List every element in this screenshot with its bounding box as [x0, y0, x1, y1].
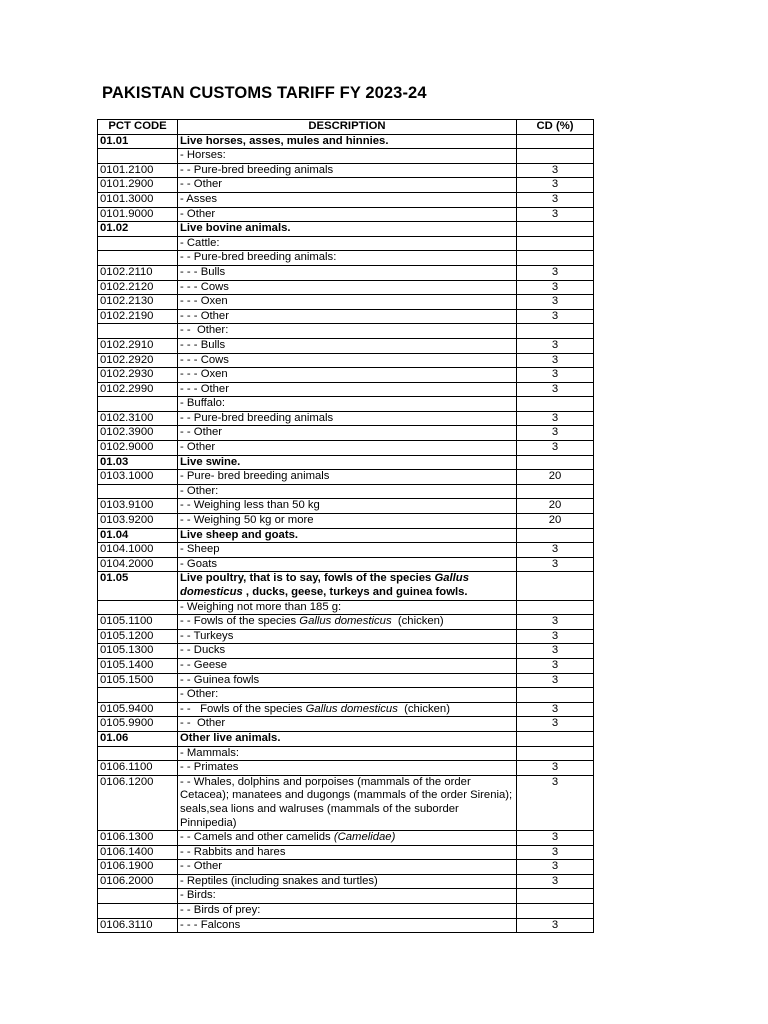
- cell-cd-percent: 3: [517, 775, 594, 830]
- cell-pct-code: 0102.2930: [98, 368, 178, 383]
- table-row: [98, 874, 594, 889]
- cell-cd-percent: 3: [517, 702, 594, 717]
- cell-description: - - Guinea fowls: [178, 673, 517, 688]
- cell-pct-code: 0102.2910: [98, 338, 178, 353]
- cell-cd-percent: 3: [517, 658, 594, 673]
- cell-description: - Sheep: [178, 543, 517, 558]
- cell-cd-percent: [517, 600, 594, 615]
- cell-cd-percent: [517, 134, 594, 149]
- cell-description: - - Other: [178, 860, 517, 875]
- table-row: [98, 163, 594, 178]
- cell-pct-code: 0106.1100: [98, 761, 178, 776]
- table-row: [98, 382, 594, 397]
- cell-pct-code: 0105.9900: [98, 717, 178, 732]
- cell-description: Live bovine animals.: [178, 222, 517, 237]
- cell-pct-code: 0101.2100: [98, 163, 178, 178]
- table-row: [98, 761, 594, 776]
- cell-description: - Other:: [178, 688, 517, 703]
- cell-description: - - Turkeys: [178, 629, 517, 644]
- cell-description: - - Birds of prey:: [178, 904, 517, 919]
- cell-pct-code: 0102.2110: [98, 265, 178, 280]
- table-row: [98, 295, 594, 310]
- cell-description: - - Fowls of the species Gallus domesticus (chicken): [178, 615, 517, 630]
- table-row: [98, 615, 594, 630]
- italic-term: (Camelidae): [333, 831, 396, 844]
- cell-description: - - Weighing 50 kg or more: [178, 514, 517, 529]
- cell-cd-percent: 3: [517, 644, 594, 659]
- cell-cd-percent: [517, 324, 594, 339]
- cell-pct-code: 01.05: [98, 572, 178, 600]
- cell-pct-code: 0106.3110: [98, 918, 178, 933]
- table-heading-row: [98, 222, 594, 237]
- cell-pct-code: 0101.2900: [98, 178, 178, 193]
- table-heading-row: [98, 134, 594, 149]
- table-row: [98, 629, 594, 644]
- cell-description: - Mammals:: [178, 746, 517, 761]
- cell-cd-percent: [517, 236, 594, 251]
- table-body: [98, 134, 594, 933]
- cell-pct-code: [98, 397, 178, 412]
- cell-description: - - Other: [178, 178, 517, 193]
- cell-cd-percent: 3: [517, 338, 594, 353]
- table-row: [98, 600, 594, 615]
- cell-description: - Other: [178, 441, 517, 456]
- header-description: DESCRIPTION: [178, 120, 517, 135]
- table-row: [98, 499, 594, 514]
- cell-description: Other live animals.: [178, 731, 517, 746]
- table-row: [98, 236, 594, 251]
- cell-cd-percent: 3: [517, 918, 594, 933]
- table-heading-row: [98, 455, 594, 470]
- cell-pct-code: 0105.1100: [98, 615, 178, 630]
- cell-description: - Buffalo:: [178, 397, 517, 412]
- cell-cd-percent: 3: [517, 163, 594, 178]
- cell-cd-percent: 3: [517, 280, 594, 295]
- header-pct-code: PCT CODE: [98, 120, 178, 135]
- table-row: [98, 831, 594, 846]
- cell-description: - - Pure-bred breeding animals: [178, 411, 517, 426]
- table-row: [98, 543, 594, 558]
- cell-description: - Other:: [178, 484, 517, 499]
- cell-cd-percent: [517, 731, 594, 746]
- table-row: [98, 688, 594, 703]
- cell-description: Live swine.: [178, 455, 517, 470]
- cell-description: - - - Bulls: [178, 338, 517, 353]
- cell-pct-code: 0102.2130: [98, 295, 178, 310]
- table-row: [98, 702, 594, 717]
- cell-description: - - - Falcons: [178, 918, 517, 933]
- cell-pct-code: 0102.2120: [98, 280, 178, 295]
- cell-pct-code: 0104.2000: [98, 557, 178, 572]
- table-row: [98, 397, 594, 412]
- cell-cd-percent: [517, 572, 594, 600]
- cell-description: - - Other:: [178, 324, 517, 339]
- cell-description: - Asses: [178, 192, 517, 207]
- table-row: [98, 251, 594, 266]
- cell-description: Live sheep and goats.: [178, 528, 517, 543]
- cell-cd-percent: [517, 222, 594, 237]
- cell-description: - Cattle:: [178, 236, 517, 251]
- cell-description: - - - Cows: [178, 353, 517, 368]
- cell-pct-code: 0106.1200: [98, 775, 178, 830]
- cell-cd-percent: 3: [517, 368, 594, 383]
- cell-description: - - - Oxen: [178, 295, 517, 310]
- table-row: [98, 426, 594, 441]
- cell-pct-code: 0106.2000: [98, 874, 178, 889]
- cell-cd-percent: [517, 251, 594, 266]
- cell-description: - - Pure-bred breeding animals:: [178, 251, 517, 266]
- table-row: [98, 441, 594, 456]
- cell-description: - - Other: [178, 717, 517, 732]
- cell-cd-percent: 3: [517, 629, 594, 644]
- cell-pct-code: 0102.2190: [98, 309, 178, 324]
- cell-description: - Birds:: [178, 889, 517, 904]
- table-row: [98, 192, 594, 207]
- cell-pct-code: [98, 324, 178, 339]
- table-heading-row: [98, 528, 594, 543]
- table-row: [98, 904, 594, 919]
- cell-description: - Reptiles (including snakes and turtles): [178, 874, 517, 889]
- cell-pct-code: 0105.1400: [98, 658, 178, 673]
- cell-cd-percent: 20: [517, 499, 594, 514]
- table-row: [98, 775, 594, 830]
- cell-description: - - Camels and other camelids (Camelidae): [178, 831, 517, 846]
- cell-cd-percent: 3: [517, 441, 594, 456]
- cell-pct-code: 01.01: [98, 134, 178, 149]
- cell-cd-percent: 3: [517, 860, 594, 875]
- cell-cd-percent: [517, 149, 594, 164]
- cell-cd-percent: 3: [517, 265, 594, 280]
- cell-description: - - - Other: [178, 309, 517, 324]
- cell-cd-percent: 3: [517, 178, 594, 193]
- cell-description: - - Whales, dolphins and porpoises (mammals of the order Cetacea); manatees and dugongs (mammals of the order Sirenia); seals,sea lions and walruses (mammals of the suborder Pinnipedia): [178, 775, 517, 830]
- cell-cd-percent: 3: [517, 353, 594, 368]
- table-row: [98, 918, 594, 933]
- table-row: [98, 860, 594, 875]
- table-row: [98, 658, 594, 673]
- cell-cd-percent: 3: [517, 543, 594, 558]
- table-heading-row: [98, 572, 594, 600]
- cell-pct-code: [98, 904, 178, 919]
- cell-pct-code: [98, 236, 178, 251]
- cell-pct-code: 0102.3900: [98, 426, 178, 441]
- cell-description: - - - Oxen: [178, 368, 517, 383]
- cell-description: - - Geese: [178, 658, 517, 673]
- table-row: [98, 207, 594, 222]
- cell-pct-code: 0101.3000: [98, 192, 178, 207]
- cell-description: Live poultry, that is to say, fowls of the species Gallus domesticus , ducks, geese, turkeys and guinea fowls.: [178, 572, 517, 600]
- cell-cd-percent: 20: [517, 514, 594, 529]
- cell-cd-percent: [517, 889, 594, 904]
- cell-pct-code: 01.03: [98, 455, 178, 470]
- cell-description: - - Pure-bred breeding animals: [178, 163, 517, 178]
- cell-description: - - - Bulls: [178, 265, 517, 280]
- tariff-table: [97, 119, 594, 933]
- cell-pct-code: 0103.9100: [98, 499, 178, 514]
- cell-pct-code: [98, 600, 178, 615]
- cell-pct-code: 0103.1000: [98, 470, 178, 485]
- cell-cd-percent: [517, 746, 594, 761]
- table-row: [98, 717, 594, 732]
- cell-pct-code: [98, 688, 178, 703]
- cell-cd-percent: [517, 397, 594, 412]
- cell-pct-code: 01.04: [98, 528, 178, 543]
- cell-pct-code: 0105.1300: [98, 644, 178, 659]
- cell-description: Live horses, asses, mules and hinnies.: [178, 134, 517, 149]
- cell-description: - - Weighing less than 50 kg: [178, 499, 517, 514]
- cell-description: - Pure- bred breeding animals: [178, 470, 517, 485]
- cell-cd-percent: 3: [517, 192, 594, 207]
- cell-pct-code: 01.06: [98, 731, 178, 746]
- table-row: [98, 746, 594, 761]
- table-header-row: [98, 120, 594, 135]
- page-title: PAKISTAN CUSTOMS TARIFF FY 2023-24: [102, 84, 427, 102]
- table-row: [98, 368, 594, 383]
- cell-pct-code: 0106.1900: [98, 860, 178, 875]
- cell-cd-percent: 3: [517, 717, 594, 732]
- cell-cd-percent: 3: [517, 207, 594, 222]
- table-row: [98, 673, 594, 688]
- cell-cd-percent: 3: [517, 845, 594, 860]
- table-row: [98, 178, 594, 193]
- cell-cd-percent: 3: [517, 411, 594, 426]
- cell-pct-code: 0103.9200: [98, 514, 178, 529]
- cell-cd-percent: [517, 904, 594, 919]
- table-row: [98, 470, 594, 485]
- cell-pct-code: 0102.2990: [98, 382, 178, 397]
- table-row: [98, 514, 594, 529]
- table-row: [98, 353, 594, 368]
- table-row: [98, 411, 594, 426]
- cell-cd-percent: 3: [517, 673, 594, 688]
- cell-cd-percent: 3: [517, 874, 594, 889]
- cell-pct-code: 0102.9000: [98, 441, 178, 456]
- cell-pct-code: 0102.2920: [98, 353, 178, 368]
- cell-cd-percent: 3: [517, 295, 594, 310]
- cell-description: - Goats: [178, 557, 517, 572]
- header-cd-percent: CD (%): [517, 120, 594, 135]
- cell-pct-code: 0105.9400: [98, 702, 178, 717]
- cell-cd-percent: [517, 484, 594, 499]
- cell-cd-percent: 3: [517, 761, 594, 776]
- table-row: [98, 557, 594, 572]
- cell-pct-code: 0106.1300: [98, 831, 178, 846]
- table-row: [98, 644, 594, 659]
- cell-pct-code: [98, 484, 178, 499]
- table-row: [98, 309, 594, 324]
- cell-pct-code: 0104.1000: [98, 543, 178, 558]
- cell-cd-percent: 20: [517, 470, 594, 485]
- cell-description: - - Rabbits and hares: [178, 845, 517, 860]
- cell-description: - - Other: [178, 426, 517, 441]
- cell-pct-code: 0105.1200: [98, 629, 178, 644]
- table-heading-row: [98, 731, 594, 746]
- cell-pct-code: 0106.1400: [98, 845, 178, 860]
- italic-term: Gallus domesticus: [299, 615, 392, 628]
- cell-description: - - Fowls of the species Gallus domesticus (chicken): [178, 702, 517, 717]
- table-row: [98, 845, 594, 860]
- cell-cd-percent: 3: [517, 615, 594, 630]
- cell-cd-percent: 3: [517, 426, 594, 441]
- table-row: [98, 324, 594, 339]
- cell-pct-code: [98, 889, 178, 904]
- cell-description: - - Ducks: [178, 644, 517, 659]
- cell-description: - - - Other: [178, 382, 517, 397]
- table-row: [98, 149, 594, 164]
- cell-pct-code: [98, 149, 178, 164]
- cell-pct-code: [98, 746, 178, 761]
- cell-pct-code: 01.02: [98, 222, 178, 237]
- cell-cd-percent: 3: [517, 309, 594, 324]
- table-row: [98, 265, 594, 280]
- cell-cd-percent: 3: [517, 831, 594, 846]
- cell-pct-code: [98, 251, 178, 266]
- table-row: [98, 889, 594, 904]
- cell-pct-code: 0101.9000: [98, 207, 178, 222]
- cell-pct-code: 0105.1500: [98, 673, 178, 688]
- cell-cd-percent: 3: [517, 557, 594, 572]
- cell-cd-percent: [517, 688, 594, 703]
- italic-term: Gallus domesticus: [180, 572, 473, 598]
- cell-description: - Weighing not more than 185 g:: [178, 600, 517, 615]
- cell-cd-percent: 3: [517, 382, 594, 397]
- cell-description: - - - Cows: [178, 280, 517, 295]
- cell-description: - Horses:: [178, 149, 517, 164]
- cell-cd-percent: [517, 528, 594, 543]
- table-row: [98, 338, 594, 353]
- table-row: [98, 484, 594, 499]
- table-row: [98, 280, 594, 295]
- italic-term: Gallus domesticus: [305, 702, 398, 715]
- cell-pct-code: 0102.3100: [98, 411, 178, 426]
- cell-description: - - Primates: [178, 761, 517, 776]
- cell-cd-percent: [517, 455, 594, 470]
- cell-description: - Other: [178, 207, 517, 222]
